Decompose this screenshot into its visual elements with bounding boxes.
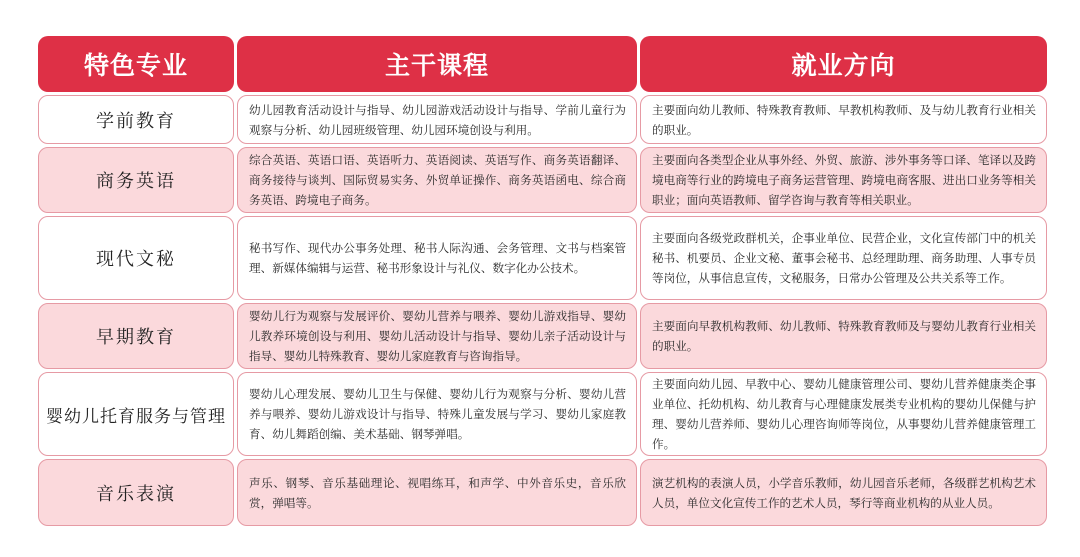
- courses-cell: 婴幼儿心理发展、婴幼儿卫生与保健、婴幼儿行为观察与分析、婴幼儿营养与喂养、婴幼儿游戏设计与指导、特殊儿童发展与学习、婴幼儿家庭教育、幼儿舞蹈创编、美术基础、钢琴弹唱。: [237, 372, 637, 456]
- major-cell: 学前教育: [38, 95, 234, 144]
- major-cell: 早期教育: [38, 303, 234, 369]
- careers-cell: 主要面向早教机构教师、幼儿教师、特殊教育教师及与婴幼儿教育行业相关的职业。: [640, 303, 1047, 369]
- major-cell: 婴幼儿托育服务与管理: [38, 372, 234, 456]
- courses-cell: 声乐、钢琴、音乐基础理论、视唱练耳，和声学、中外音乐史，音乐欣赏，弹唱等。: [237, 459, 637, 526]
- majors-table: [38, 36, 1047, 526]
- careers-cell: 主要面向幼儿园、早教中心、婴幼儿健康管理公司、婴幼儿营养健康类企事业单位、托幼机构、幼儿教育与心理健康发展类专业机构的婴幼儿保健与护理、婴幼儿营养师、婴幼儿心理咨询师等岗位，从事婴幼儿营养健康管理工作。: [640, 372, 1047, 456]
- header-careers: 就业方向: [640, 36, 1047, 92]
- careers-cell: 演艺机构的表演人员，小学音乐教师，幼儿园音乐老师，各级群艺机构艺术人员，单位文化宣传工作的艺术人员，琴行等商业机构的从业人员。: [640, 459, 1047, 526]
- courses-cell: 幼儿园教育活动设计与指导、幼儿园游戏活动设计与指导、学前儿童行为观察与分析、幼儿园班级管理、幼儿园环境创设与利用。: [237, 95, 637, 144]
- major-cell: 商务英语: [38, 147, 234, 213]
- major-cell: 音乐表演: [38, 459, 234, 526]
- courses-cell: 秘书写作、现代办公事务处理、秘书人际沟通、会务管理、文书与档案管理、新媒体编辑与运营、秘书形象设计与礼仪、数字化办公技术。: [237, 216, 637, 300]
- courses-cell: 婴幼儿行为观察与发展评价、婴幼儿营养与喂养、婴幼儿游戏指导、婴幼儿教养环境创设与利用、婴幼儿活动设计与指导、婴幼儿亲子活动设计与指导、婴幼儿特殊教育、婴幼儿家庭教育与咨询指导。: [237, 303, 637, 369]
- major-cell: 现代文秘: [38, 216, 234, 300]
- careers-cell: 主要面向各级党政群机关，企事业单位、民营企业，文化宣传部门中的机关秘书、机要员、企业文秘、董事会秘书、总经理助理、商务助理、人事专员等岗位，从事信息宣传，文秘服务，日常办公管理及公共关系等工作。: [640, 216, 1047, 300]
- careers-cell: 主要面向各类型企业从事外经、外贸、旅游、涉外事务等口译、笔译以及跨境电商等行业的跨境电子商务运营管理、跨境电商客服、进出口业务等相关职业；面向英语教师、留学咨询与教育等相关职业。: [640, 147, 1047, 213]
- header-major: 特色专业: [38, 36, 234, 92]
- header-courses: 主干课程: [237, 36, 637, 92]
- careers-cell: 主要面向幼儿教师、特殊教育教师、早教机构教师、及与幼儿教育行业相关的职业。: [640, 95, 1047, 144]
- courses-cell: 综合英语、英语口语、英语听力、英语阅读、英语写作、商务英语翻译、商务接待与谈判、国际贸易实务、外贸单证操作、商务英语函电、综合商务英语、跨境电子商务。: [237, 147, 637, 213]
